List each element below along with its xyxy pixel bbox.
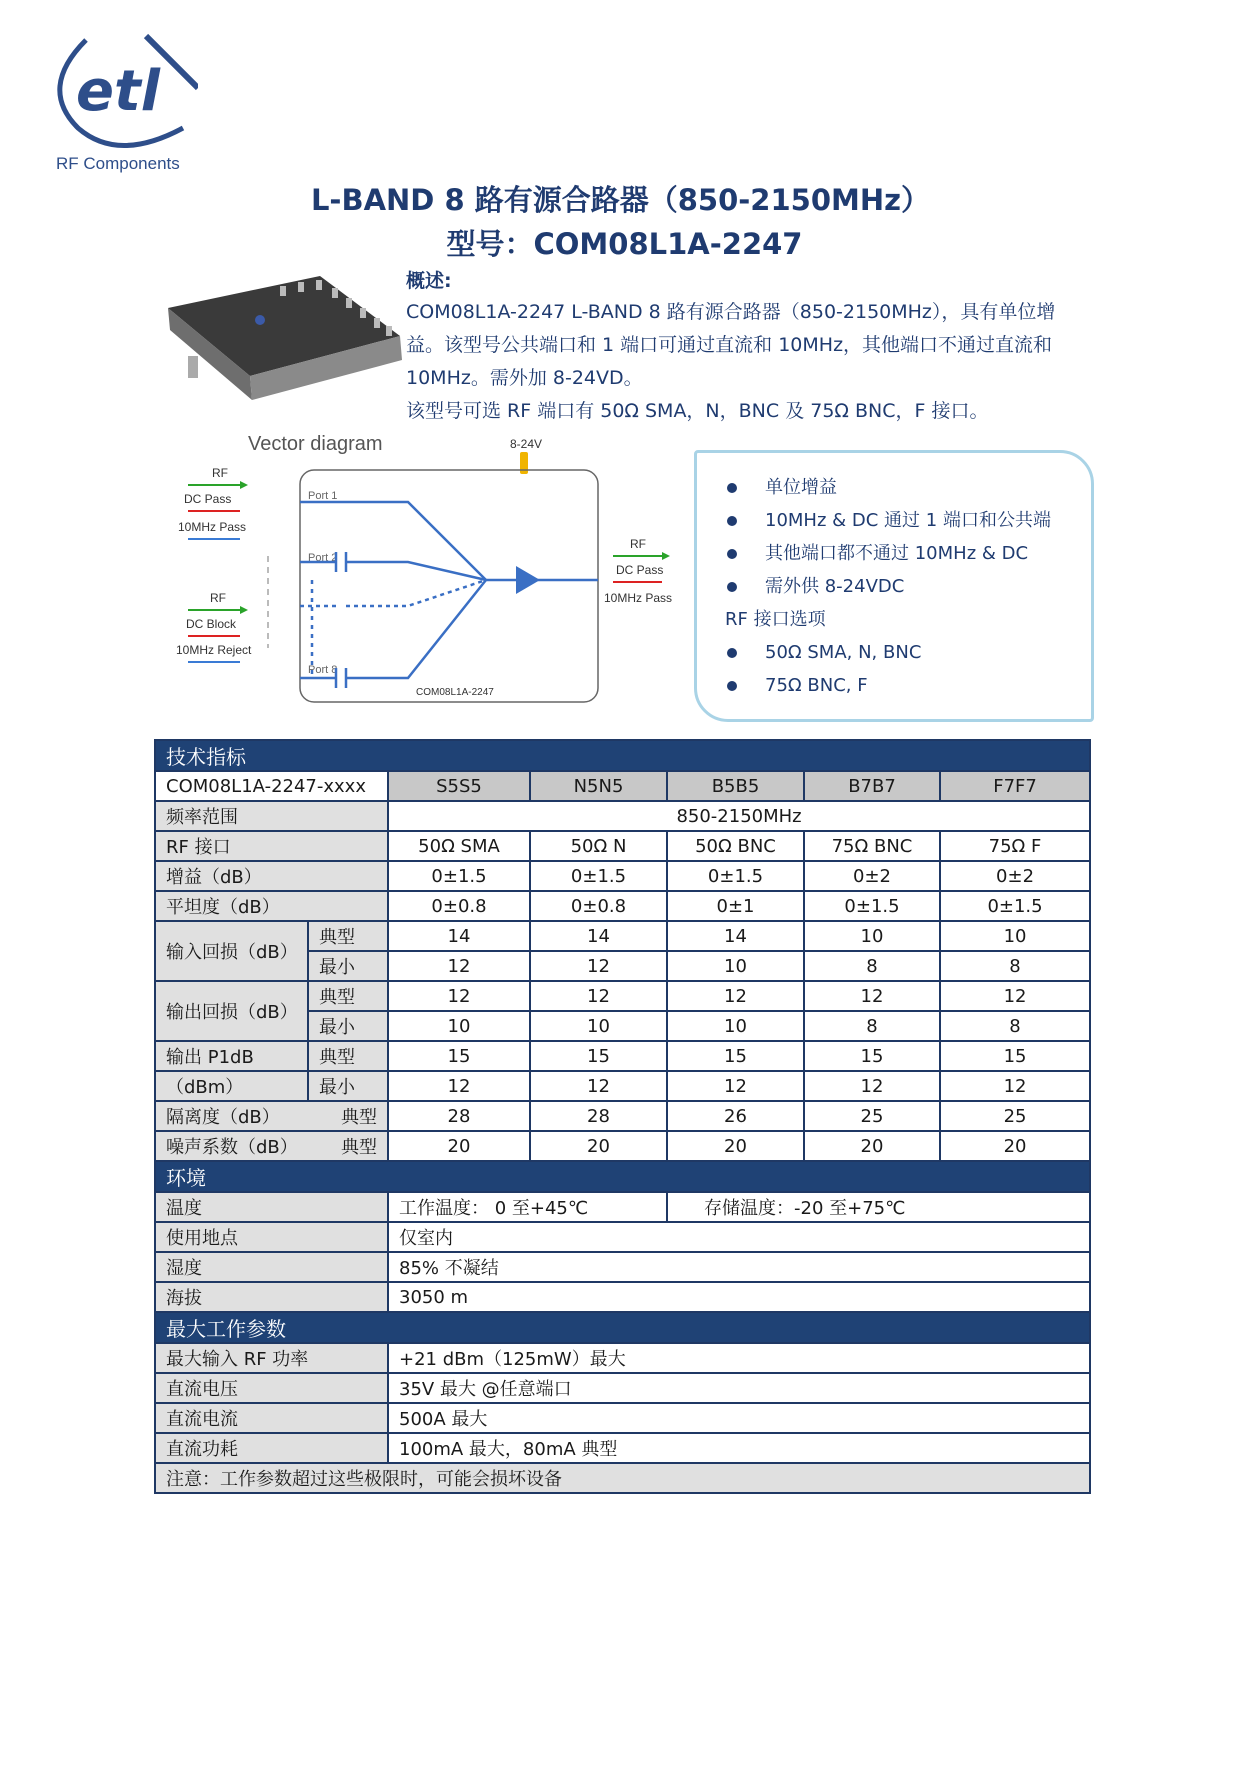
row-label: 直流电压 xyxy=(155,1373,388,1403)
table-cell: 20 xyxy=(804,1131,940,1161)
table-cell: 20 xyxy=(667,1131,804,1161)
left-bottom-dc: DC Block xyxy=(186,617,237,631)
table-cell: 12 xyxy=(940,981,1090,1011)
left-bottom-rf: RF xyxy=(210,591,226,605)
table-cell: 0±0.8 xyxy=(530,891,667,921)
overview-paragraph: COM08L1A-2247 L-BAND 8 路有源合路器（850-2150MHz），具有单位增益。该型号公共端口和 1 端口可通过直流和 10MHz，其他端口不通过直流和 10MHz。需外加 8-24VD。 xyxy=(406,301,1056,389)
overview-heading: 概述: xyxy=(406,270,452,292)
feature-item: 单位增益 xyxy=(725,471,1091,504)
table-cell: 0±1.5 xyxy=(667,861,804,891)
table-cell: 12 xyxy=(388,1071,530,1101)
right-dc: DC Pass xyxy=(616,563,664,577)
right-rf: RF xyxy=(630,537,646,551)
page-title: L-BAND 8 路有源合路器（850-2150MHz） xyxy=(310,183,931,217)
row-label: 输入回损（dB） xyxy=(155,921,308,981)
feature-heading: RF 接口选项 xyxy=(725,609,826,630)
row-label: 频率范围 xyxy=(155,801,388,831)
feature-item: 需外供 8-24VDC xyxy=(725,570,1091,603)
section-header: 环境 xyxy=(155,1161,1090,1192)
table-cell: 14 xyxy=(388,921,530,951)
sub-label: 最小 xyxy=(308,951,388,981)
table-cell: 75Ω BNC xyxy=(804,831,940,861)
row-label: 输出回损（dB） xyxy=(155,981,308,1041)
row-label: 最大输入 RF 功率 xyxy=(155,1343,388,1373)
table-cell: 12 xyxy=(804,981,940,1011)
table-cell: 8 xyxy=(804,1011,940,1041)
variant-header: B5B5 xyxy=(667,771,804,801)
value-cell: +21 dBm（125mW）最大 xyxy=(388,1343,1090,1373)
sub-label: 典型 xyxy=(341,1107,377,1128)
port2-label: Port 2 xyxy=(308,552,338,564)
right-10mhz: 10MHz Pass xyxy=(604,591,673,605)
table-cell: 10 xyxy=(667,951,804,981)
table-cell: 15 xyxy=(940,1041,1090,1071)
table-cell: 28 xyxy=(530,1101,667,1131)
table-cell: 10 xyxy=(530,1011,667,1041)
table-cell: 12 xyxy=(388,981,530,1011)
table-cell: 12 xyxy=(667,981,804,1011)
table-cell: 14 xyxy=(667,921,804,951)
feature-item: 其他端口都不通过 10MHz & DC xyxy=(725,537,1091,570)
table-cell: 25 xyxy=(940,1101,1090,1131)
diagram-box xyxy=(300,470,598,702)
model-title: 型号：COM08L1A-2247 xyxy=(446,227,803,261)
table-cell: 12 xyxy=(530,1071,667,1101)
value-cell: 仅室内 xyxy=(388,1222,1090,1252)
table-cell: 20 xyxy=(388,1131,530,1161)
table-cell: 10 xyxy=(940,921,1090,951)
feature-item: 10MHz & DC 通过 1 端口和公共端 xyxy=(725,504,1091,537)
value-cell: 85% 不凝结 xyxy=(388,1252,1090,1282)
table-cell: 0±1.5 xyxy=(940,891,1090,921)
table-cell: 15 xyxy=(388,1041,530,1071)
table-cell: 75Ω F xyxy=(940,831,1090,861)
table-cell: 12 xyxy=(530,951,667,981)
variant-header: F7F7 xyxy=(940,771,1090,801)
logo-subtitle: RF Components xyxy=(56,154,180,173)
left-top-rf: RF xyxy=(212,466,228,480)
table-cell: 8 xyxy=(804,951,940,981)
amplifier-symbol xyxy=(516,566,540,594)
value-cell: 35V 最大 @任意端口 xyxy=(388,1373,1090,1403)
row-label: 湿度 xyxy=(155,1252,388,1282)
vector-diagram xyxy=(168,430,688,710)
variant-header: N5N5 xyxy=(530,771,667,801)
table-cell: 12 xyxy=(804,1071,940,1101)
row-label: 使用地点 xyxy=(155,1222,388,1252)
table-cell: 12 xyxy=(530,981,667,1011)
temp-storage: 存储温度：-20 至+75℃ xyxy=(667,1192,1090,1222)
table-cell: 15 xyxy=(667,1041,804,1071)
table-cell: 14 xyxy=(530,921,667,951)
section-header: 最大工作参数 xyxy=(155,1312,1090,1343)
variant-header: S5S5 xyxy=(388,771,530,801)
overview-paragraph: 该型号可选 RF 端口有 50Ω SMA，N，BNC 及 75Ω BNC，F 接口。 xyxy=(406,400,989,422)
feature-item: 50Ω SMA, N, BNC xyxy=(725,636,1091,669)
temp-operating: 工作温度： 0 至+45℃ xyxy=(388,1192,667,1222)
table-cell: 28 xyxy=(388,1101,530,1131)
table-cell: 20 xyxy=(940,1131,1090,1161)
table-cell: 50Ω BNC xyxy=(667,831,804,861)
diagram-model: COM08L1A-2247 xyxy=(416,687,494,698)
left-bottom-10mhz: 10MHz Reject xyxy=(176,643,252,657)
table-cell: 0±1.5 xyxy=(530,861,667,891)
diagram-title: Vector diagram xyxy=(248,433,383,455)
table-cell: 8 xyxy=(940,1011,1090,1041)
left-top-10mhz: 10MHz Pass xyxy=(178,520,247,534)
warning-note: 注意：工作参数超过这些极限时，可能会损坏设备 xyxy=(155,1463,1090,1493)
table-cell: 0±1 xyxy=(667,891,804,921)
table-cell: 10 xyxy=(388,1011,530,1041)
row-label: 隔离度（dB） xyxy=(166,1107,280,1128)
port8-label: Port 8 xyxy=(308,664,338,676)
table-cell: 0±2 xyxy=(804,861,940,891)
model-cell: COM08L1A-2247-xxxx xyxy=(155,771,388,801)
row-label: 温度 xyxy=(155,1192,388,1222)
features-box xyxy=(694,450,1094,722)
value-cell: 500A 最大 xyxy=(388,1403,1090,1433)
table-cell: 10 xyxy=(804,921,940,951)
table-cell: 0±1.5 xyxy=(804,891,940,921)
table-cell: 20 xyxy=(530,1131,667,1161)
row-label: （dBm） xyxy=(155,1071,308,1101)
sub-label: 典型 xyxy=(341,1137,377,1158)
port1-label: Port 1 xyxy=(308,490,338,502)
variant-header: B7B7 xyxy=(804,771,940,801)
table-cell: 50Ω N xyxy=(530,831,667,861)
table-cell: 50Ω SMA xyxy=(388,831,530,861)
table-cell: 15 xyxy=(530,1041,667,1071)
table-cell: 15 xyxy=(804,1041,940,1071)
sub-label: 典型 xyxy=(308,921,388,951)
table-cell: 12 xyxy=(667,1071,804,1101)
spec-table xyxy=(154,739,1091,1494)
row-label-cell xyxy=(155,1131,388,1161)
table-cell: 25 xyxy=(804,1101,940,1131)
row-label: 海拔 xyxy=(155,1282,388,1312)
row-label: 直流功耗 xyxy=(155,1433,388,1463)
row-label-cell xyxy=(155,1101,388,1131)
row-label: 增益（dB） xyxy=(155,861,388,891)
diagram-supply-label: 8-24V xyxy=(510,437,543,451)
table-cell: 0±0.8 xyxy=(388,891,530,921)
overview-text xyxy=(406,296,1086,428)
feature-item: 75Ω BNC, F xyxy=(725,669,1091,702)
sub-label: 最小 xyxy=(308,1071,388,1101)
table-cell: 0±2 xyxy=(940,861,1090,891)
sub-label: 典型 xyxy=(308,1041,388,1071)
logo-brand-text: etl xyxy=(76,59,160,124)
product-image xyxy=(160,268,410,418)
sub-label: 典型 xyxy=(308,981,388,1011)
left-top-dc: DC Pass xyxy=(184,492,232,506)
table-cell: 12 xyxy=(388,951,530,981)
row-label: 输出 P1dB xyxy=(155,1041,308,1071)
sub-label: 最小 xyxy=(308,1011,388,1041)
value-cell: 3050 m xyxy=(388,1282,1090,1312)
table-cell: 8 xyxy=(940,951,1090,981)
table-cell: 26 xyxy=(667,1101,804,1131)
value-cell: 100mA 最大，80mA 典型 xyxy=(388,1433,1090,1463)
table-cell: 10 xyxy=(667,1011,804,1041)
row-label: 平坦度（dB） xyxy=(155,891,388,921)
row-label: 直流电流 xyxy=(155,1403,388,1433)
table-cell: 0±1.5 xyxy=(388,861,530,891)
section-header: 技术指标 xyxy=(155,740,1090,771)
row-label: RF 接口 xyxy=(155,831,388,861)
freq-value: 850-2150MHz xyxy=(388,801,1090,831)
row-label: 噪声系数（dB） xyxy=(166,1137,298,1158)
table-cell: 12 xyxy=(940,1071,1090,1101)
